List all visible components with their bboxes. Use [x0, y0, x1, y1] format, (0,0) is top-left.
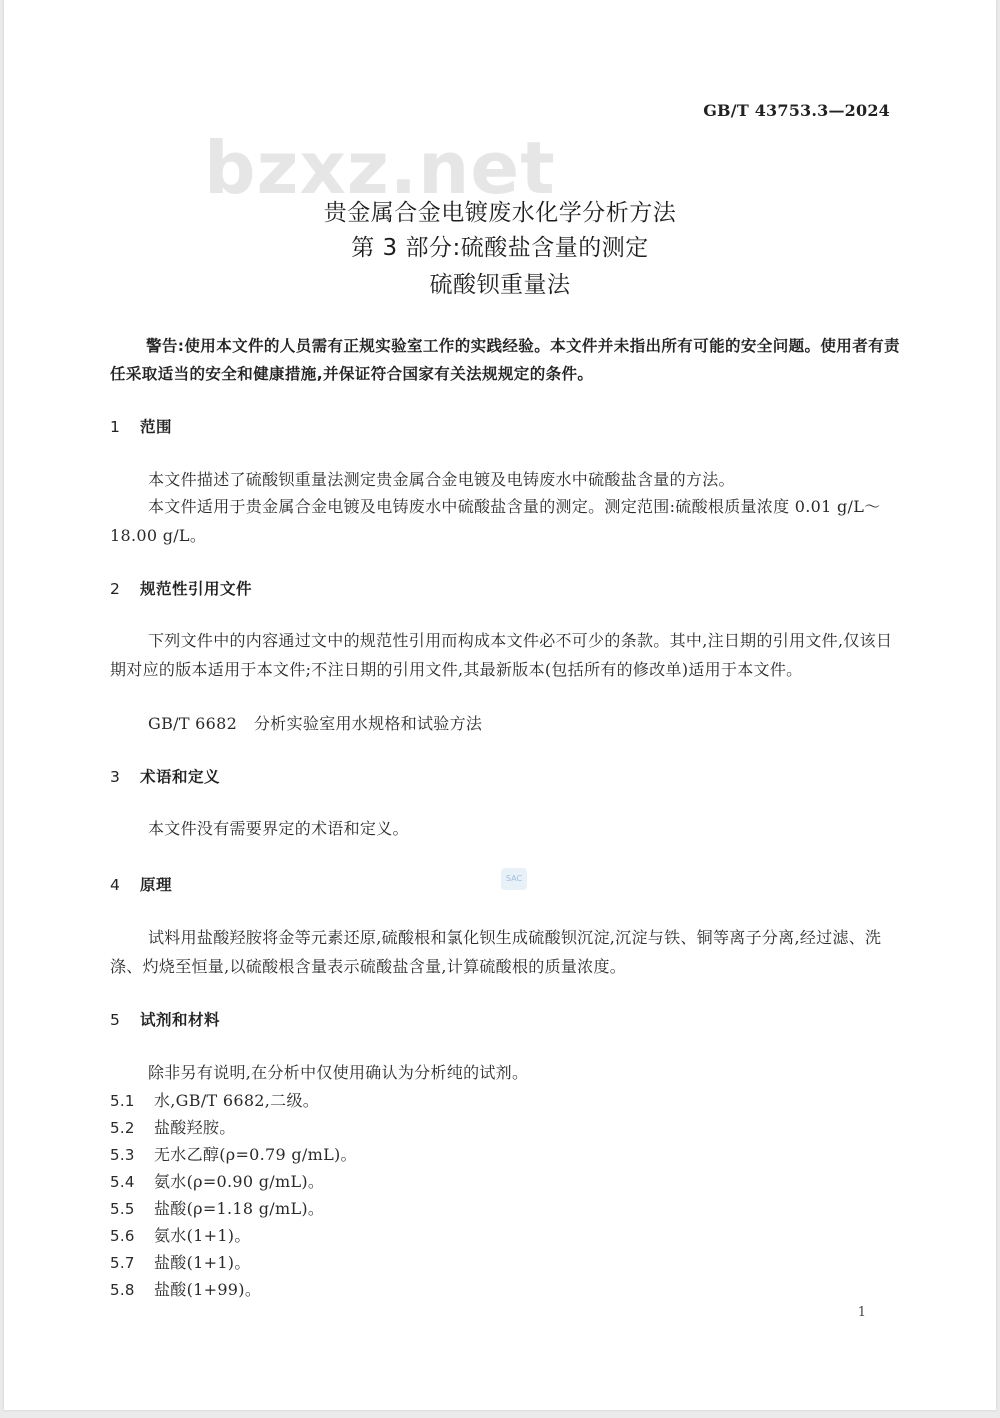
item-number: 5.2: [110, 1119, 135, 1137]
document-title: 贵金属合金电镀废水化学分析方法: [323, 200, 677, 226]
section-title: 试剂和材料: [140, 1011, 221, 1029]
item-text: 水,GB/T 6682,二级。: [154, 1091, 320, 1110]
item-number: 5.8: [110, 1281, 135, 1299]
section-title: 规范性引用文件: [140, 580, 253, 598]
item-text: 盐酸(1+99)。: [154, 1280, 262, 1299]
document-page: [4, 0, 996, 1410]
item-number: 5.1: [110, 1092, 135, 1110]
item-text: 氨水(ρ=0.90 g/mL)。: [154, 1172, 325, 1191]
warning-paragraph: 警告:使用本文件的人员需有正规实验室工作的实践经验。本文件并未指出所有可能的安全问题。使用者有责任采取适当的安全和健康措施,并保证符合国家有关法规规定的条件。: [110, 337, 900, 383]
section-heading-reagents: [110, 1008, 220, 1030]
document-method-title: 硫酸钡重量法: [429, 272, 571, 298]
section-heading-scope: [110, 415, 172, 437]
watermark: bzxz.net: [204, 126, 556, 210]
item-number: 5.5: [110, 1200, 135, 1218]
paragraph: 本文件适用于贵金属合金电镀及电铸废水中硫酸盐含量的测定。测定范围:硫酸根质量浓度 0.01 g/L～18.00 g/L。: [110, 497, 881, 545]
list-item: [110, 1115, 236, 1138]
item-number: 5.6: [110, 1227, 135, 1245]
section-title: 术语和定义: [140, 768, 221, 786]
paragraph: 本文件描述了硫酸钡重量法测定贵金属合金电镀及电铸废水中硫酸盐含量的方法。: [148, 470, 735, 489]
sac-stamp: SAC: [501, 868, 527, 890]
section-number: 2: [110, 580, 121, 598]
item-number: 5.4: [110, 1173, 135, 1191]
section-number: 4: [110, 876, 121, 894]
item-text: 盐酸(1+1)。: [154, 1253, 251, 1272]
item-text: 盐酸羟胺。: [154, 1118, 236, 1137]
list-item: [110, 1088, 319, 1111]
section-title: 范围: [140, 418, 173, 436]
paragraph: 试料用盐酸羟胺将金等元素还原,硫酸根和氯化钡生成硫酸钡沉淀,沉淀与铁、铜等离子分离,经过滤、洗涤、灼烧至恒量,以硫酸根含量表示硫酸盐含量,计算硫酸根的质量浓度。: [110, 928, 882, 976]
list-item: [110, 1250, 251, 1273]
item-text: 氨水(1+1)。: [154, 1226, 251, 1245]
section-heading-normative-references: [110, 577, 252, 599]
item-number: 5.7: [110, 1254, 135, 1272]
list-item: [110, 1169, 324, 1192]
section-title: 原理: [140, 876, 173, 894]
document-subtitle: 第 3 部分:硫酸盐含量的测定: [351, 235, 649, 261]
section-number: 1: [110, 418, 121, 436]
section-heading-principle: [110, 873, 172, 895]
item-number: 5.3: [110, 1146, 135, 1164]
list-item: [110, 1142, 357, 1165]
section-number: 5: [110, 1011, 121, 1029]
paragraph: 本文件没有需要界定的术语和定义。: [148, 819, 409, 838]
list-item: [110, 1277, 261, 1300]
reference-entry: [148, 711, 482, 734]
item-text: 无水乙醇(ρ=0.79 g/mL)。: [154, 1145, 357, 1164]
section-number: 3: [110, 768, 121, 786]
paragraph: 下列文件中的内容通过文中的规范性引用而构成本文件必不可少的条款。其中,注日期的引用文件,仅该日期对应的版本适用于本文件;不注日期的引用文件,其最新版本(包括所有的修改单)适用于本文件。: [110, 631, 893, 679]
reference-code: GB/T 6682: [148, 714, 238, 733]
item-text: 盐酸(ρ=1.18 g/mL)。: [154, 1199, 325, 1218]
standard-number: GB/T 43753.3—2024: [703, 101, 890, 120]
page-number: 1: [857, 1305, 866, 1320]
reference-title: 分析实验室用水规格和试验方法: [254, 714, 483, 733]
list-item: [110, 1223, 251, 1246]
paragraph: 除非另有说明,在分析中仅使用确认为分析纯的试剂。: [148, 1063, 529, 1082]
list-item: [110, 1196, 324, 1219]
section-heading-terms: [110, 765, 220, 787]
